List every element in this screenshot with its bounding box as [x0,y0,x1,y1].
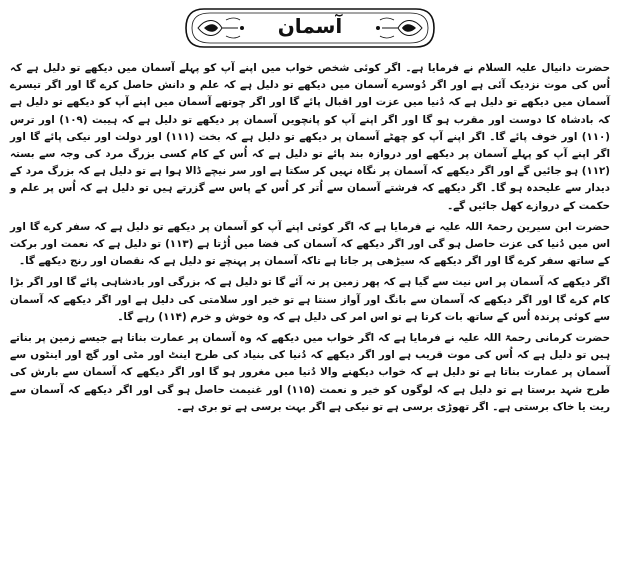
paragraph-ibn-sirin: حضرت ابن سیرین رحمۃ اللہ علیہ نے فرمایا ہے کہ اگر کوئی اپنے آپ کو آسمان پر دیکھے تو دلیل ہے کہ سفر کرے گا اور اس میں دُنیا کی عزت حاصل ہو گی اور اگر دیکھے کہ آسمان کی فضا میں اُڑتا ہے (۱۱۳) تو دلیل ہے کہ نعمت اور برکت کے ساتھ سفر کرے گا اور اگر دیکھے کہ سیڑھی پر جاتا ہے تاکہ آسمان پر پہنچے تو دلیل ہے کہ نقصان اور رنج دیکھے گا۔ [10,220,610,268]
title-cartouche [182,6,438,50]
paragraph-ascent: اگر دیکھے کہ آسمان پر اس نیت سے گیا ہے کہ پھر زمین پر نہ آئے گا تو دلیل ہے کہ بزرگی اور بادشاہی پائے گا اور اگر بڑا کام کرے گا اور اگر دیکھے کہ آسمان سے بانگ اور آواز سنتا ہے تو خیر اور سلامتی کی دلیل ہے اور اگر دیکھے کہ آسمان سے کوئی پرندہ اُس کے ساتھ بات کرتا ہے تو اس امر کی دلیل ہے کہ وہ خوش و خرم (۱۱۴) رہے گا۔ [10,276,610,323]
page-title: آسمان [277,14,343,38]
article-body [10,60,610,420]
paragraph-daniel: حضرت دانیال علیہ السلام نے فرمایا ہے۔ اگر کوئی شخص خواب میں اپنے آپ کو پہلے آسمان میں دیکھے تو دلیل ہے کہ اُس کی موت نزدیک آئی ہے اور اگر دُوسرے آسمان میں دیکھے تو دلیل ہے کہ علم و دانش حاصل کرے گا اور اگر تیسرے آسمان میں دیکھے تو دلیل ہے کہ دُنیا میں عزت اور اقبال پائے گا اور اگر چوتھے آسمان میں اپنے آپ کو دیکھے تو دلیل ہے کہ بادشاہ کا دوست اور مقرب ہو گا اور اگر اپنے آپ کو پانچویں آسمان پر دیکھے تو دلیل ہے کہ ہیبت (۱۰۹) اور ترس (۱۱۰) اور خوف پائے گا۔ اگر اپنے آپ کو چھٹے آسمان پر دیکھے تو دلیل ہے کہ بخت (۱۱۱) اور دولت اور نیکی پائے گا اور اگر اپنے آپ کو پہلے آسمان پر دیکھے اور دروازہ بند پائے تو دلیل ہے کہ اُس کے کام کسی بزرگ مرد کی وجہ سے بستہ (۱۱۲) ہو جائیں گے اور اگر دیکھے کہ آسمان پر نگاہ نہیں کر سکتا ہے اور سر نیچے ڈالا ہوا ہے تو دلیل ہے کہ بزرگ مرد کے دیدار سے علیحدہ ہو گا۔ اگر دیکھے کہ فرشتے آسمان سے اُتر کر اُس کے پاس سے گزرتے ہیں تو دلیل ہے کہ اُس پر علم و حکمت کے دروازے کھل جائیں گے۔ [10,62,610,212]
paragraph-kirmani: حضرت کرمانی رحمۃ اللہ علیہ نے فرمایا ہے کہ اگر خواب میں دیکھے کہ وہ آسمان پر عمارت بناتا ہے جیسے زمین پر بناتے ہیں تو دلیل ہے کہ اُس کی موت قریب ہے اور اگر دیکھے کہ دُنیا کی بنیاد کی طرح اینٹ اور مٹی اور گچ اور اینٹوں سے آسمان پر عمارت بناتا ہے تو دلیل ہے کہ خواب دیکھنے والا دُنیا میں مغرور ہو گا اور اگر دیکھے کہ آسمان سے بارش کی طرح شہد برستا ہے تو دلیل ہے کہ لوگوں کو خیر و نعمت (۱۱۵) اور غنیمت حاصل ہو گی اور اگر دیکھے کہ آسمان سے ریت یا خاک برستی ہے۔ اگر تھوڑی برسی ہے تو نیکی ہے اگر بہت برسی ہے تو بری ہے۔ [10,332,610,413]
